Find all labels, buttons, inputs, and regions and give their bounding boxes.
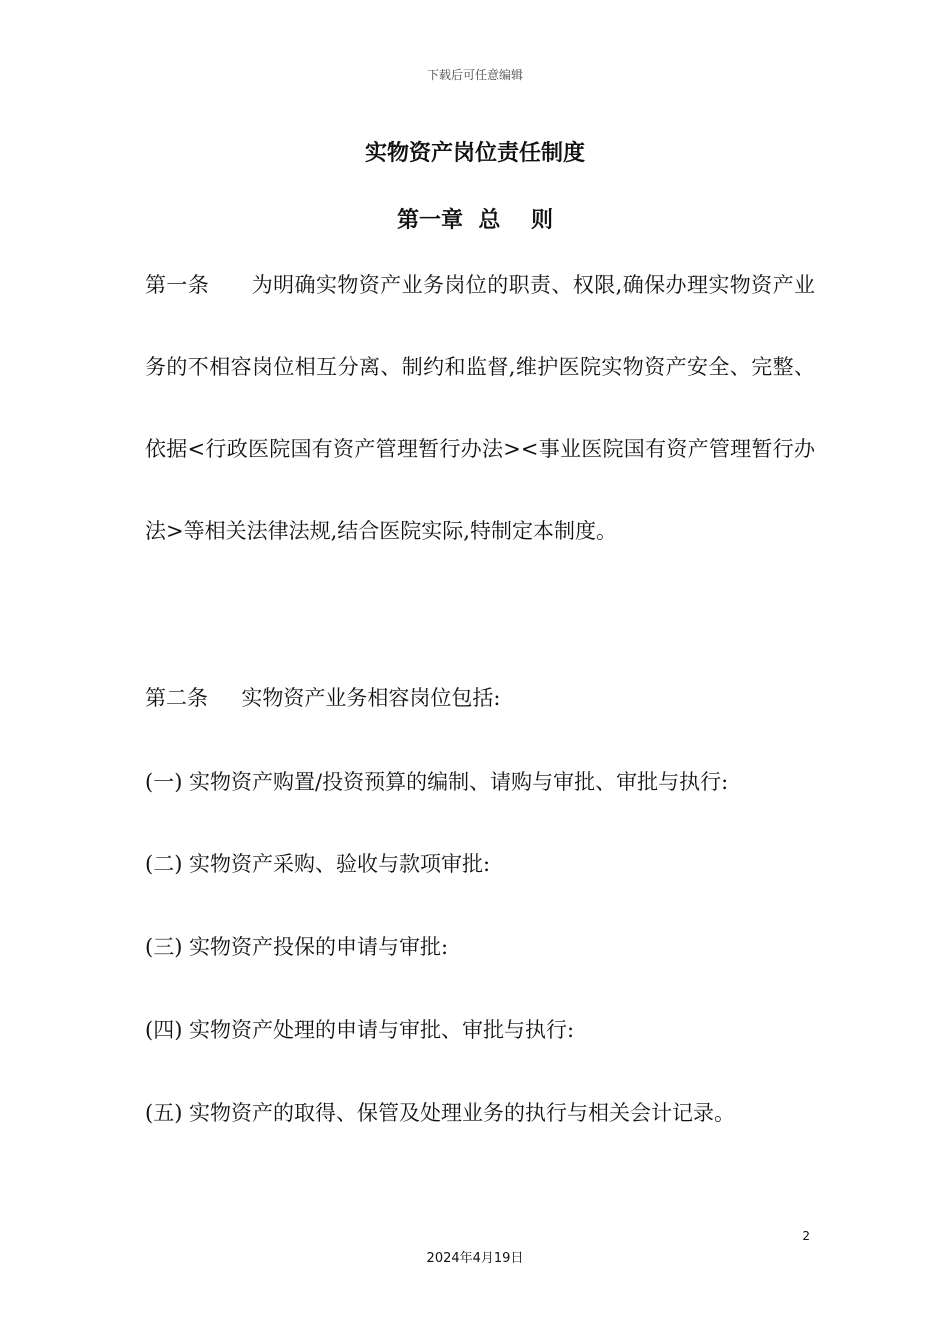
article-2-label: 第二条 [145, 686, 208, 710]
list-item: (四) 实物资产处理的申请与审批、审批与执行: [145, 1018, 575, 1042]
document-title: 实物资产岗位责任制度 [364, 140, 585, 166]
header-note: 下载后可任意编辑 [426, 68, 523, 82]
article-1-label: 第一条 [145, 273, 210, 297]
article-2-paragraph [145, 683, 815, 713]
chapter-title: 第一章 总 则 [397, 207, 553, 233]
list-item: (二) 实物资产采购、验收与款项审批: [145, 852, 491, 876]
list-item: (一) 实物资产购置/投资预算的编制、请购与审批、审批与执行: [145, 770, 729, 794]
page-number: 2 [802, 1229, 810, 1243]
list-item: (五) 实物资产的取得、保管及处理业务的执行与相关会计记录。 [145, 1101, 736, 1125]
article-2-text: 实物资产业务相容岗位包括: [241, 686, 501, 710]
list-item: (三) 实物资产投保的申请与审批: [145, 935, 449, 959]
article-1-text: 为明确实物资产业务岗位的职责、权限,确保办理实物资产业务的不相容岗位相互分离、制约和监督,维护医院实物资产安全、完整、依据<行政医院国有资产管理暂行办法><事业医院国有资产管理暂行办法>等相关法律法规,结合医院实际,特制定本制度。 [145, 273, 815, 543]
article-1-paragraph [145, 244, 815, 572]
footer-date: 2024年4月19日 [426, 1251, 524, 1266]
